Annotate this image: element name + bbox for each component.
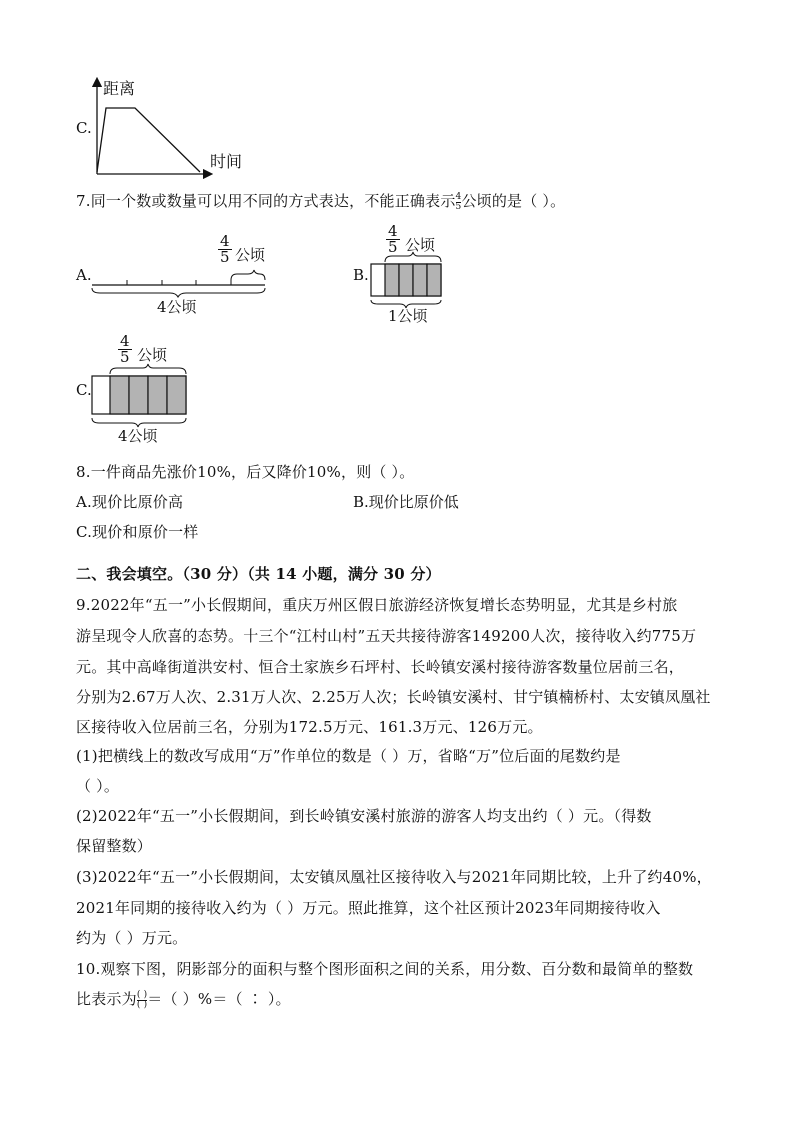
q7-option-c-total: 4公顷: [118, 427, 158, 445]
q10-line-2: 比表示为 ( ) ( ) ＝（ ）%＝（ ∶ ）。: [76, 990, 291, 1010]
q7-option-b-fraction: $\frac{4}{5}$: [388, 222, 398, 256]
q10-fraction-blank: ( ) ( ): [136, 990, 148, 1010]
q6-option-c-label[interactable]: C.: [76, 119, 92, 137]
q9-sub1-line-2: （ ）。: [76, 777, 120, 795]
q7-option-a-label[interactable]: A.: [76, 266, 92, 284]
q8-stem: 8.一件商品先涨价10%，后又降价10%，则（ ）。: [76, 463, 415, 481]
x-axis-label: 时间: [210, 152, 243, 171]
q7-option-c-fraction: $\frac{4}{5}$: [120, 332, 130, 366]
q9-sub3-line-3: 约为（ ）万元。: [76, 929, 188, 947]
graph-line: [97, 108, 200, 172]
q9-line-3: 元。其中高峰街道洪安村、恒合土家族乡石坪村、长岭镇安溪村接待游客数量位居前三名，: [76, 658, 685, 676]
q9-line-4: 分别为2.67万人次、2.31万人次、2.25万人次；长岭镇安溪村、甘宁镇楠桥村、太安镇凤凰社: [76, 688, 711, 706]
q8-option-a[interactable]: A.现价比原价高: [76, 493, 184, 511]
q9-line-5: 区接待收入位居前三名，分别为172.5万元、161.3万元、126万元。: [76, 718, 543, 736]
q7-option-a-unit: 公顷: [235, 246, 266, 264]
y-axis-label: 距离: [103, 79, 136, 98]
q7-option-c-unit: 公顷: [137, 346, 168, 364]
top-brace: [231, 270, 265, 280]
q9-sub3-line-2: 2021年同期的接待收入约为（ ）万元。照此推算，这个社区预计2023年同期接待收入: [76, 899, 661, 917]
q7-option-b-total: 1公顷: [388, 307, 428, 325]
q7-option-a-total: 4公顷: [157, 298, 197, 316]
q8-option-b[interactable]: B.现价比原价低: [353, 493, 459, 511]
q7-option-a-fraction: $\frac{4}{5}$: [220, 232, 230, 266]
q9-line-1: 9.2022年“五一”小长假期间，重庆万州区假日旅游经济恢复增长态势明显，尤其是乡村旅: [76, 596, 678, 614]
q9-line-2: 游呈现令人欣喜的态势。十三个“江村山村”五天共接待游客149200人次，接待收入约775万: [76, 627, 697, 645]
q9-sub2-line-1: (2)2022年“五一”小长假期间，到长岭镇安溪村旅游的游客人均支出约（ ）元。（得数: [76, 807, 652, 825]
q9-sub3-line-1: (3)2022年“五一”小长假期间，太安镇凤凰社区接待收入与2021年同期比较，上升了约40%，: [76, 868, 712, 886]
q9-sub1-line-1: (1)把横线上的数改写成用“万”作单位的数是（ ）万，省略“万”位后面的尾数约是: [76, 747, 621, 765]
q9-sub2-line-2: 保留整数）: [76, 837, 153, 855]
q8-option-c[interactable]: C.现价和原价一样: [76, 523, 199, 541]
q10-line-1: 10.观察下图，阴影部分的面积与整个图形面积之间的关系，用分数、百分数和最简单的整数: [76, 960, 694, 978]
q7-stem: 7.同一个数或数量可以用不同的方式表达，不能正确表示 $\frac{4}{5}$ 公顷的是（ ）。: [76, 192, 566, 212]
q7-option-b-label[interactable]: B.: [353, 266, 369, 284]
q7-option-c-label[interactable]: C.: [76, 381, 92, 399]
q7-stem-fraction: $\frac{4}{5}$: [455, 192, 462, 212]
section-heading: 二、我会填空。（30 分）（共 14 小题，满分 30 分）: [76, 565, 441, 583]
q7-option-b-unit: 公顷: [405, 236, 436, 254]
